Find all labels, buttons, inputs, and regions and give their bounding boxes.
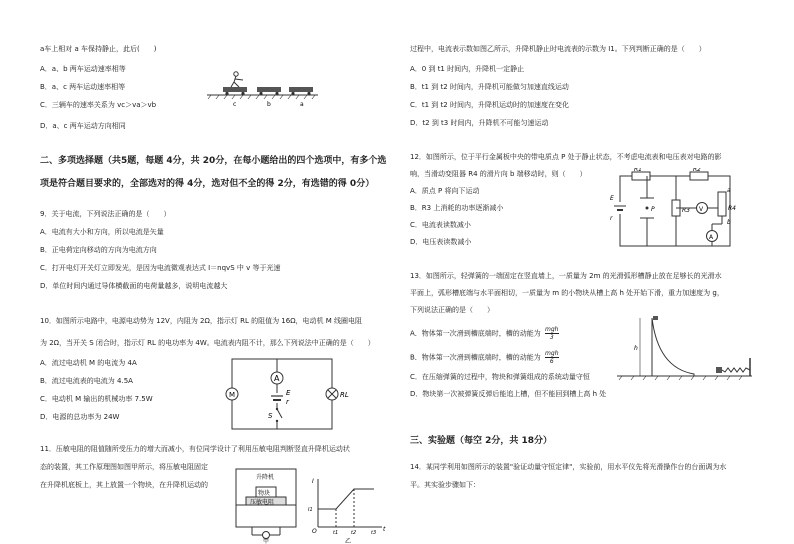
q10-opt-b: B．流过电流表的电流为 4.5A <box>40 377 133 385</box>
ammeter-label: A <box>274 374 280 383</box>
emf-label: E <box>286 389 291 397</box>
q10-stem-cont: 为 2Ω，当开关 S 闭合时，指示灯 RL 的电功率为 4W。电流表内阻不计，那么下列说法中正确的是（ ） <box>40 339 375 347</box>
height-h-label: h <box>634 345 638 352</box>
q9-opt-a: A．电流有大小和方向，所以电流是矢量 <box>40 228 164 236</box>
q12-opt-c: C．电流表读数减小 <box>410 221 471 229</box>
fraction-b <box>545 350 558 365</box>
q12-r-label: r <box>610 215 613 222</box>
q10-opt-d: D．电源的总功率为 24W <box>40 413 120 421</box>
q11-stem-cont3: 过程中，电流表示数如图乙所示，升降机静止时电流表的示数为 I1。下列判断正确的是（ ） <box>410 45 706 53</box>
q13-figure <box>612 308 757 388</box>
q10-stem: 10．如图所示电路中，电源电动势为 12V，内阻为 2Ω，指示灯 RL 的阻值为 16Ω，电动机 M 线圈电阻 <box>40 317 363 325</box>
q12-opt-a: A．质点 P 将向下运动 <box>410 187 480 195</box>
fraction-a <box>545 326 558 341</box>
q13-opt-b <box>410 350 559 365</box>
yi-label: 乙 <box>345 538 352 544</box>
graph-t2: t2 <box>351 530 357 536</box>
q12-ammeter-label: A <box>709 234 714 241</box>
r1-label: R1 <box>634 168 642 173</box>
end-b-label: b <box>727 219 731 226</box>
q13-opt-a <box>410 326 559 341</box>
q11-opt-a: A．0 到 t1 时间内，升降机一定静止 <box>410 65 525 73</box>
q11-opt-d: D．t2 到 t3 时间内，升降机不可能匀速运动 <box>410 119 549 127</box>
q9-stem: 9．关于电流，下列说法正确的是（ ） <box>40 210 171 218</box>
q10-opt-c: C．电动机 M 输出的机械功率 7.5W <box>40 395 153 403</box>
q12-opt-d: D．电压表读数减小 <box>410 238 472 246</box>
q14-stem-cont: 平。其实验步骤如下： <box>410 481 480 489</box>
cart-label-b: b <box>267 101 271 108</box>
q11-stem: 11．压敏电阻的阻值随所受压力的增大而减小，有位同学设计了利用压敏电阻判断竖直升降机运动状 <box>40 445 350 453</box>
q10-opt-a: A．流过电动机 M 的电流为 4A <box>40 359 137 367</box>
q12-stem-cont: 响，当滑动变阻器 R4 的滑片向 b 端移动时，则（ ） <box>410 170 587 178</box>
end-a-label: a <box>727 187 731 194</box>
carts-figure <box>205 68 320 108</box>
cart-label-a: a <box>300 101 304 108</box>
voltmeter-label: V <box>699 206 704 213</box>
q-prev-intro: a车上相对 a 车保持静止，此后( ) <box>40 45 157 53</box>
q10-circuit <box>222 345 352 435</box>
q14-stem: 14．某同学利用如图所示的装置"验证动量守恒定律"，实验前，用水平仪先将光滑操作台的台面调为水 <box>410 463 727 471</box>
q9-opt-d: D．单位时间内通过导体横截面的电荷量越多，说明电流越大 <box>40 282 228 290</box>
q11-stem-cont2: 在升降机底板上，其上放置一个物块，在升降机运动的 <box>40 481 208 489</box>
q13-stem: 13．如图所示，轻弹簧的一端固定在竖直墙上，一质量为 2m 的光滑弧形槽静止放在足够长的光滑水 <box>410 272 722 280</box>
internal-r-label: r <box>286 398 289 406</box>
q13-opt-d: D．物块第一次被弹簧反弹后能追上槽，但不能回到槽上高 h 处 <box>410 390 607 398</box>
q-prev-opt-c: C．三辆车的速率关系为 vc＞va＞vb <box>40 101 157 109</box>
switch-label: S <box>268 412 273 420</box>
r3-label: R3 <box>682 207 690 214</box>
section2-heading-cont: 项是符合题目要求的，全部选对的得 4分，选对但不全的得 2分，有选错的得 0分） <box>40 179 375 189</box>
graph-i1-label: I1 <box>308 507 313 513</box>
q11-opt-c: C．t1 到 t2 时间内，升降机运动时的加速度在变化 <box>410 101 569 109</box>
q12-emf-label: E <box>610 195 614 202</box>
graph-t3: t3 <box>371 530 377 536</box>
section2-heading: 二、多项选择题（共5题，每题 4分，共 20分，在每小题给出的四个选项中，有多个选 <box>40 156 387 166</box>
jia-label: 甲 <box>263 538 270 544</box>
q9-opt-c: C．打开电灯开关灯立即发光，是因为电流微观表达式 I＝nqvS 中 v 等于光速 <box>40 264 281 272</box>
graph-origin: O <box>312 528 317 535</box>
q12-opt-b: B．R3 上消耗的功率逐渐减小 <box>410 204 504 212</box>
lift-label: 升降机 <box>256 474 275 481</box>
q-prev-opt-a: A．a、b 两车运动速率相等 <box>40 65 126 73</box>
fraction-b-den: 6 <box>549 358 554 365</box>
r4-label: R4 <box>728 205 736 212</box>
section3-heading: 三、实验题（每空 2分，共 18分） <box>410 436 553 446</box>
q13-stem-cont2: 下列说法正确的是（ ） <box>410 306 494 314</box>
graph-t-axis: t <box>383 526 386 533</box>
press-label: 压敏电阻 <box>250 499 275 506</box>
q13-opt-a-text: A．物体第一次滑到槽底端时，槽的动能为 <box>410 329 541 338</box>
motor-label: M <box>229 391 236 399</box>
q9-opt-b: B．正电荷定向移动的方向为电流方向 <box>40 246 157 254</box>
q-prev-opt-b: B．a、c 两车运动速率相等 <box>40 83 126 91</box>
q11-stem-cont1: 态的装置，其工作原理图如图甲所示，将压敏电阻固定 <box>40 463 208 471</box>
cart-label-c: c <box>233 101 237 108</box>
fraction-b-num: mgh <box>545 350 559 357</box>
graph-i-axis: I <box>312 478 314 485</box>
fraction-a-den: 3 <box>549 334 554 341</box>
lamp-label: RL <box>340 391 349 399</box>
q12-circuit <box>610 168 760 253</box>
q11-figures <box>232 465 392 544</box>
p-label: P <box>651 206 655 213</box>
block-label: 物块 <box>258 490 271 497</box>
r2-label: R2 <box>693 168 701 173</box>
q12-stem: 12．如图所示，位于平行金属板中央的带电质点 P 处于静止状态，不考虑电流表和电压表对电路的影 <box>410 153 722 161</box>
q13-stem-cont1: 平面上，弧形槽底端与水平面相切，一质量为 m 的小物块从槽上高 h 处开始下滑，重力加速度为 g， <box>410 289 724 297</box>
q11-opt-b: B．t1 到 t2 时间内，升降机可能做匀加速直线运动 <box>410 83 569 91</box>
q13-opt-b-text: B．物体第一次滑到槽底端时，槽的动能为 <box>410 353 541 362</box>
graph-t1: t1 <box>333 530 339 536</box>
q13-opt-c: C．在压缩弹簧的过程中，物块和弹簧组成的系统动量守恒 <box>410 373 590 381</box>
fraction-a-num: mgh <box>545 326 559 333</box>
q-prev-opt-d: D．a、c 两车运动方向相同 <box>40 122 126 130</box>
